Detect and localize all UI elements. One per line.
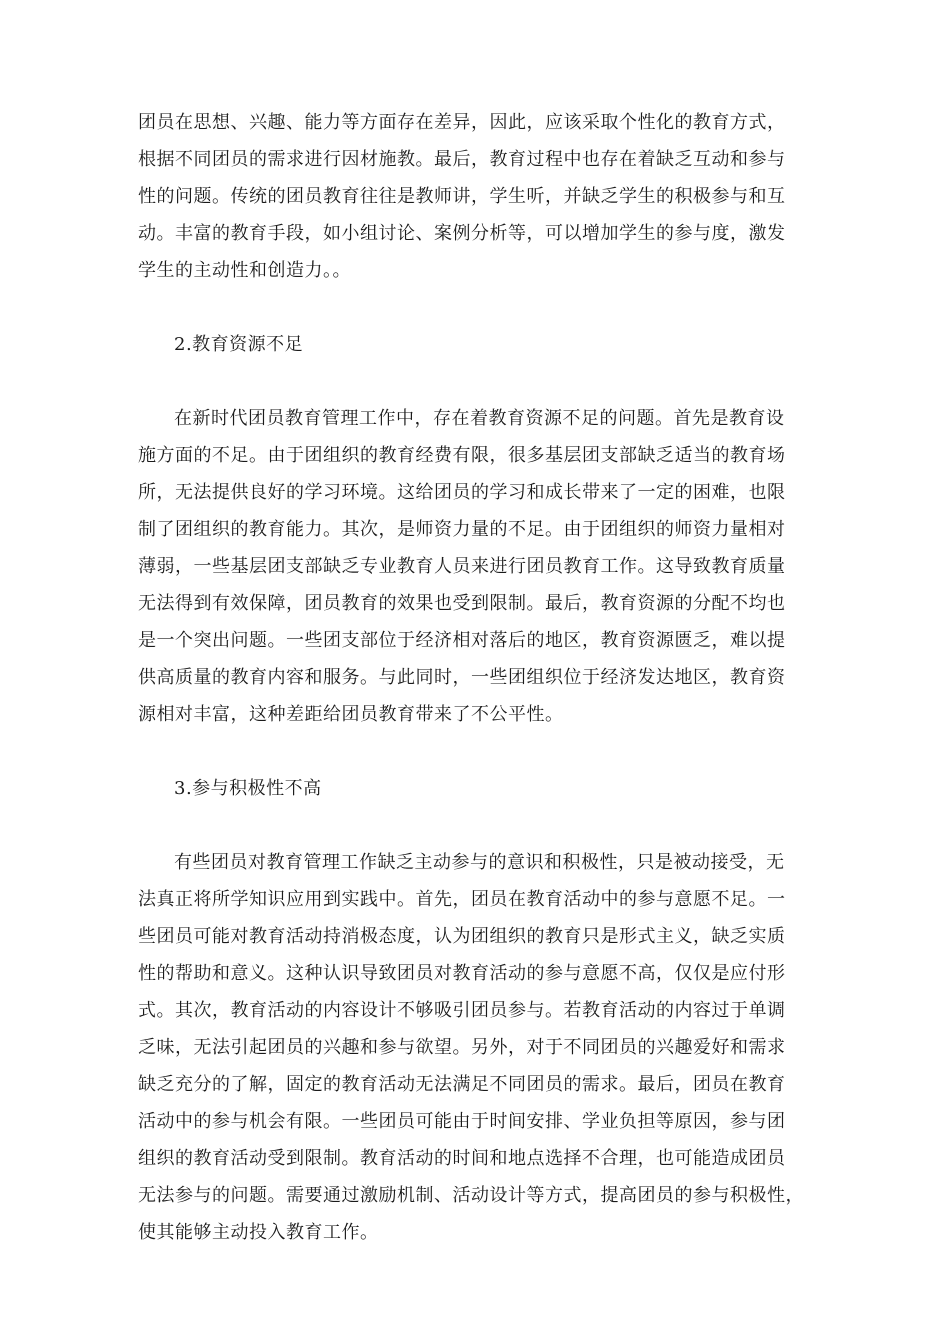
spacer	[138, 363, 818, 400]
paragraph-line: 源相对丰富，这种差距给团员教育带来了不公平性。	[138, 704, 564, 725]
paragraph-line: 动。丰富的教育手段，如小组讨论、案例分析等，可以增加学生的参与度，激发	[138, 223, 786, 244]
paragraph-line: 薄弱，一些基层团支部缺乏专业教育人员来进行团员教育工作。这导致教育质量	[138, 556, 786, 577]
section-heading-2: 2.教育资源不足	[174, 334, 304, 355]
paragraph-line: 性的问题。传统的团员教育往往是教师讲，学生听，并缺乏学生的积极参与和互	[138, 186, 786, 207]
spacer	[138, 733, 818, 770]
paragraph-line: 供高质量的教育内容和服务。与此同时，一些团组织位于经济发达地区，教育资	[138, 667, 786, 688]
paragraph-1	[138, 104, 818, 289]
section-heading-3: 3.参与积极性不高	[174, 778, 322, 799]
paragraph-3	[138, 844, 818, 1251]
paragraph-line: 活动中的参与机会有限。一些团员可能由于时间安排、学业负担等原因，参与团	[138, 1111, 786, 1132]
paragraph-line: 在新时代团员教育管理工作中，存在着教育资源不足的问题。首先是教育设	[174, 408, 785, 429]
paragraph-line: 无法得到有效保障，团员教育的效果也受到限制。最后，教育资源的分配不均也	[138, 593, 786, 614]
paragraph-line: 施方面的不足。由于团组织的教育经费有限，很多基层团支部缺乏适当的教育场	[138, 445, 786, 466]
paragraph-line: 式。其次，教育活动的内容设计不够吸引团员参与。若教育活动的内容过于单调	[138, 1000, 786, 1021]
paragraph-line: 性的帮助和意义。这种认识导致团员对教育活动的参与意愿不高，仅仅是应付形	[138, 963, 786, 984]
paragraph-line: 学生的主动性和创造力。。	[138, 260, 351, 281]
paragraph-line: 有些团员对教育管理工作缺乏主动参与的意识和积极性，只是被动接受，无	[174, 852, 785, 873]
spacer	[138, 289, 818, 326]
paragraph-line: 团员在思想、兴趣、能力等方面存在差异，因此，应该采取个性化的教育方式，	[138, 112, 786, 133]
paragraph-line: 缺乏充分的了解，固定的教育活动无法满足不同团员的需求。最后，团员在教育	[138, 1074, 786, 1095]
paragraph-line: 所，无法提供良好的学习环境。这给团员的学习和成长带来了一定的困难，也限	[138, 482, 786, 503]
paragraph-line: 使其能够主动投入教育工作。	[138, 1222, 379, 1243]
document-body	[138, 104, 818, 1251]
paragraph-line: 组织的教育活动受到限制。教育活动的时间和地点选择不合理，也可能造成团员	[138, 1148, 786, 1169]
paragraph-line: 无法参与的问题。需要通过激励机制、活动设计等方式，提高团员的参与积极性，	[138, 1185, 804, 1206]
paragraph-2	[138, 400, 818, 733]
paragraph-line: 些团员可能对教育活动持消极态度，认为团组织的教育只是形式主义，缺乏实质	[138, 926, 786, 947]
paragraph-line: 根据不同团员的需求进行因材施教。最后，教育过程中也存在着缺乏互动和参与	[138, 149, 786, 170]
paragraph-line: 制了团组织的教育能力。其次，是师资力量的不足。由于团组织的师资力量相对	[138, 519, 786, 540]
paragraph-line: 法真正将所学知识应用到实践中。首先，团员在教育活动中的参与意愿不足。一	[138, 889, 786, 910]
paragraph-line: 乏味，无法引起团员的兴趣和参与欲望。另外，对于不同团员的兴趣爱好和需求	[138, 1037, 786, 1058]
paragraph-line: 是一个突出问题。一些团支部位于经济相对落后的地区，教育资源匮乏，难以提	[138, 630, 786, 651]
spacer	[138, 807, 818, 844]
